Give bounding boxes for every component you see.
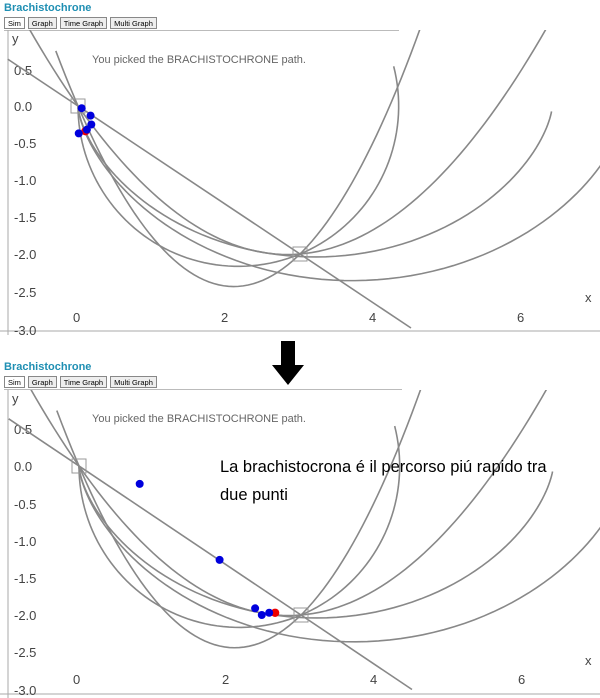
y-tick-label: 0.5 (14, 63, 33, 78)
y-tick-label: -2.5 (14, 645, 37, 660)
x-tick-label: 2 (221, 310, 229, 325)
status-message: You picked the BRACHISTOCHRONE path. (92, 413, 306, 425)
path-curve-parabola-wide (56, 30, 500, 287)
curves-layer (4, 30, 600, 328)
bead (87, 112, 95, 120)
tab-bar (4, 376, 157, 388)
graph-canvas[interactable] (0, 30, 600, 335)
tab-bar (4, 17, 157, 29)
tab-sim[interactable]: Sim (4, 376, 25, 388)
bead (78, 104, 86, 112)
y-tick-label: 0.5 (14, 422, 33, 437)
bead (75, 129, 83, 137)
x-tick-label: 0 (73, 310, 81, 325)
tab-sim[interactable]: Sim (4, 17, 25, 29)
tab-time-graph[interactable]: Time Graph (60, 17, 107, 29)
x-tick-label: 4 (369, 310, 377, 325)
x-axis-label: x (585, 290, 592, 305)
y-axis-label: y (12, 31, 19, 46)
bead (83, 126, 91, 134)
y-tick-label: -0.5 (14, 497, 37, 512)
y-tick-label: -2.0 (14, 608, 37, 623)
y-tick-label: -3.0 (14, 323, 37, 335)
bead (265, 609, 273, 617)
y-tick-label: -3.0 (14, 683, 37, 698)
tab-graph[interactable]: Graph (28, 17, 57, 29)
bead (251, 604, 259, 612)
app-title: Brachistochrone (4, 361, 92, 373)
status-message: You picked the BRACHISTOCHRONE path. (92, 54, 306, 66)
bead (216, 556, 224, 564)
y-tick-label: 0.0 (14, 99, 33, 114)
bead (136, 480, 144, 488)
curves-layer (5, 390, 600, 690)
graph-canvas[interactable] (0, 390, 600, 698)
y-tick-label: -2.0 (14, 247, 37, 262)
sim-panel-before (0, 0, 600, 335)
y-tick-label: -1.5 (14, 571, 37, 586)
y-tick-label: -0.5 (14, 136, 37, 151)
path-curve-brachistochrone (78, 106, 600, 281)
x-tick-label: 4 (370, 672, 378, 687)
x-tick-label: 2 (222, 672, 230, 687)
path-curve-straight (8, 59, 411, 328)
tab-time-graph[interactable]: Time Graph (60, 376, 107, 388)
y-tick-label: -1.0 (14, 173, 37, 188)
sim-panel-after (0, 361, 600, 698)
tab-multi-graph[interactable]: Multi Graph (110, 17, 157, 29)
x-tick-label: 0 (73, 672, 81, 687)
y-tick-label: -2.5 (14, 285, 37, 300)
tab-graph[interactable]: Graph (28, 376, 57, 388)
y-axis-label: y (12, 391, 19, 406)
caption-text: La brachistocrona é il percorso piú rapido tra due punti (220, 458, 547, 504)
y-tick-label: 0.0 (14, 459, 33, 474)
x-tick-label: 6 (518, 672, 526, 687)
x-axis-label: x (585, 653, 592, 668)
path-curve-parabola-wide (57, 390, 501, 648)
y-tick-label: -1.5 (14, 210, 37, 225)
app-title: Brachistochrone (4, 2, 92, 14)
x-tick-label: 6 (517, 310, 525, 325)
y-tick-label: -1.0 (14, 534, 37, 549)
bead (258, 611, 266, 619)
tab-multi-graph[interactable]: Multi Graph (110, 376, 157, 388)
